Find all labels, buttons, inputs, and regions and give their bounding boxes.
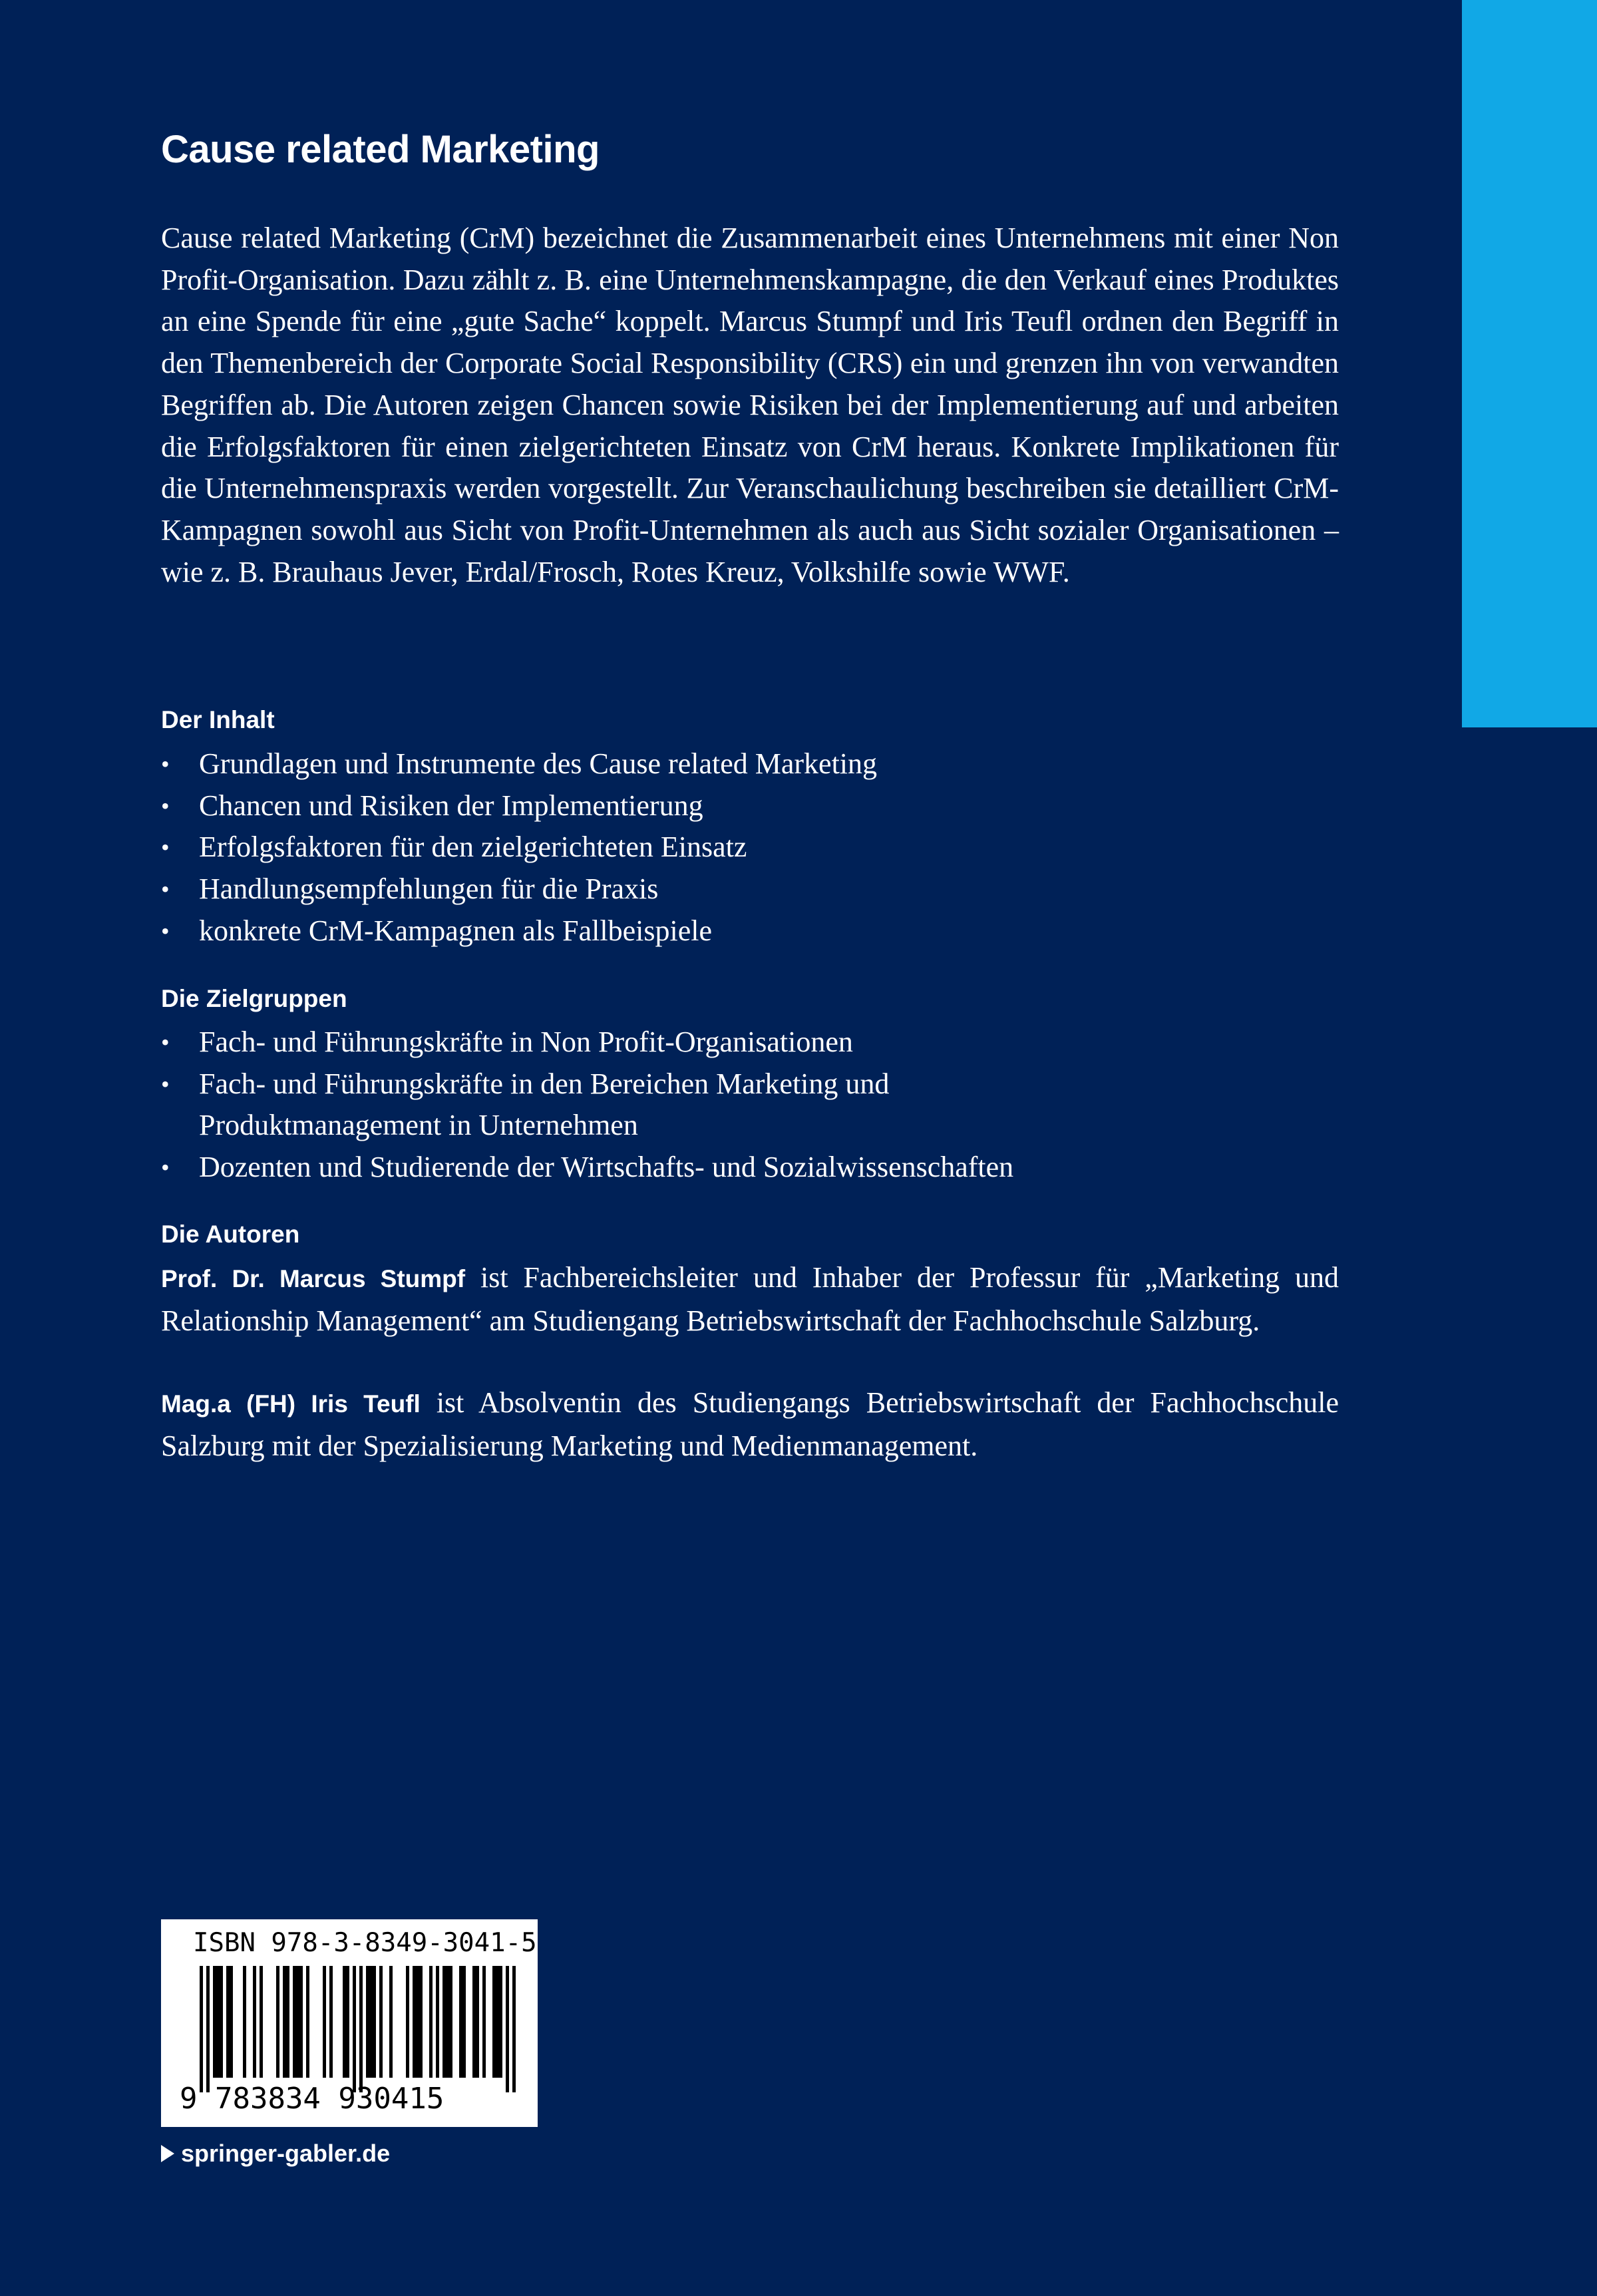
barcode-bar <box>200 1966 203 2092</box>
barcode-bar <box>230 1966 233 2078</box>
list-item: • Handlungsempfehlungen für die Praxis <box>161 868 877 910</box>
publisher-link[interactable] <box>161 2136 390 2171</box>
barcode-bar <box>496 1966 499 2078</box>
list-item <box>161 1063 1013 1147</box>
author-1-name: Prof. Dr. Marcus Stumpf <box>161 1265 466 1292</box>
barcode-bar <box>443 1966 446 2078</box>
publisher-url: springer-gabler.de <box>181 2140 391 2167</box>
barcode-bar <box>216 1966 220 2078</box>
barcode-bar <box>220 1966 223 2078</box>
barcode-bar <box>283 1966 286 2078</box>
list-item-line: Fach- und Führungskräfte in den Bereichen Marketing und <box>199 1067 890 1100</box>
barcode-bar <box>293 1966 296 2078</box>
list-item: • Dozenten und Studierende der Wirtschafts- und Sozialwissenschaften <box>161 1147 1013 1189</box>
barcode-bar <box>492 1966 496 2078</box>
barcode-bar <box>253 1966 256 2078</box>
list-item: • Fach- und Führungskräfte in Non Profit-Organisationen <box>161 1022 1013 1063</box>
barcode-bar <box>379 1966 383 2078</box>
barcode-bar <box>373 1966 376 2078</box>
barcode-bar <box>296 1966 299 2078</box>
zielgruppen-list <box>161 1022 1013 1189</box>
barcode-bar <box>406 1966 409 2078</box>
isbn-text: ISBN 978-3-8349-3041-5 <box>193 1928 537 1958</box>
zielgruppen-heading: Die Zielgruppen <box>161 985 347 1012</box>
barcode-bar <box>226 1966 230 2078</box>
barcode-bar <box>416 1966 419 2078</box>
barcode-bar <box>286 1966 289 2078</box>
book-title: Cause related Marketing <box>161 128 600 171</box>
barcode-bar <box>499 1966 502 2078</box>
author-2-text: ist Absolventin des Studiengangs Betriebswirtschaft der Fachhochschule Salzburg mit der Spezialisierung Marketing und Medienmanagement. <box>161 1386 1339 1462</box>
barcode-bar <box>366 1966 369 2078</box>
autoren-heading: Die Autoren <box>161 1221 300 1248</box>
barcode-bar <box>206 1966 210 2092</box>
barcode-bar <box>413 1966 416 2078</box>
barcode-bar <box>389 1966 393 2078</box>
barcode-bar <box>306 1966 309 2078</box>
barcode-bar <box>512 1966 516 2092</box>
barcode-bar <box>213 1966 216 2078</box>
inhalt-heading: Der Inhalt <box>161 706 275 733</box>
author-2-name: Mag.a (FH) Iris Teufl <box>161 1390 421 1418</box>
author-2-bio <box>161 1382 1339 1467</box>
list-item-line: Produktmanagement in Unternehmen <box>199 1109 638 1142</box>
barcode-bar <box>260 1966 263 2078</box>
author-1-bio <box>161 1257 1339 1342</box>
list-item: • Chancen und Risiken der Implementierung <box>161 785 877 827</box>
arrow-right-icon <box>161 2145 174 2162</box>
barcode-bar <box>436 1966 439 2078</box>
barcode-digits: 9 783834 930415 <box>180 2082 444 2116</box>
barcode-bar <box>329 1966 333 2078</box>
barcode-bar <box>482 1966 486 2078</box>
barcode-bar <box>299 1966 303 2078</box>
author-1-text: ist Fachbereichsleiter und Inhaber der Professur für „Marketing und Relationship Management“ am Studiengang Betriebswirtschaft der Fachhochschule Salzburg. <box>161 1261 1339 1337</box>
barcode-box <box>161 1919 538 2127</box>
barcode-bar <box>462 1966 466 2078</box>
barcode-bar <box>346 1966 349 2078</box>
barcode-bar <box>243 1966 246 2078</box>
barcode-bar <box>343 1966 346 2078</box>
barcode-bar <box>429 1966 433 2078</box>
inhalt-list <box>161 743 877 952</box>
barcode-bar <box>323 1966 326 2078</box>
barcode-bar <box>472 1966 476 2078</box>
barcode-bar <box>459 1966 462 2078</box>
barcode-bar <box>359 1966 363 2092</box>
barcode-bar <box>449 1966 452 2078</box>
barcode-bar <box>476 1966 479 2078</box>
list-item: • Erfolgsfaktoren für den zielgerichteten Einsatz <box>161 827 877 868</box>
barcode-bar <box>446 1966 449 2078</box>
accent-tab <box>1462 0 1597 727</box>
barcode-bar <box>276 1966 279 2078</box>
book-description: Cause related Marketing (CrM) bezeichnet die Zusammenarbeit eines Unternehmens mit einer Non Profit-Organisation. Dazu zählt z. B. eine Unternehmenskampagne, die den Verkauf eines Produktes an eine Spende für eine „gute Sache“ koppelt. Marcus Stumpf und Iris Teufl ordnen den Begriff in den Themenbereich der Corporate Social Responsibility (CRS) ein und grenzen ihn von verwandten Begriffen ab. Die Autoren zeigen Chancen sowie Risiken bei der Implementierung auf und arbeiten die Erfolgsfaktoren für einen zielgerichteten Einsatz von CrM heraus. Konkrete Implikationen für die Unternehmenspraxis werden vorgestellt. Zur Veranschaulichung beschreiben sie detailliert CrM-Kampagnen sowohl aus Sicht von Profit-Unternehmen als auch aus Sicht sozialer Organisationen – wie z. B. Brauhaus Jever, Erdal/Frosch, Rotes Kreuz, Volkshilfe sowie WWF. <box>161 222 1339 588</box>
barcode-bar <box>369 1966 373 2078</box>
barcode-bar <box>353 1966 356 2092</box>
list-item: • konkrete CrM-Kampagnen als Fallbeispiele <box>161 910 877 952</box>
list-item: • Grundlagen und Instrumente des Cause related Marketing <box>161 743 877 785</box>
barcode-bar <box>419 1966 423 2078</box>
barcode-bar <box>506 1966 509 2092</box>
